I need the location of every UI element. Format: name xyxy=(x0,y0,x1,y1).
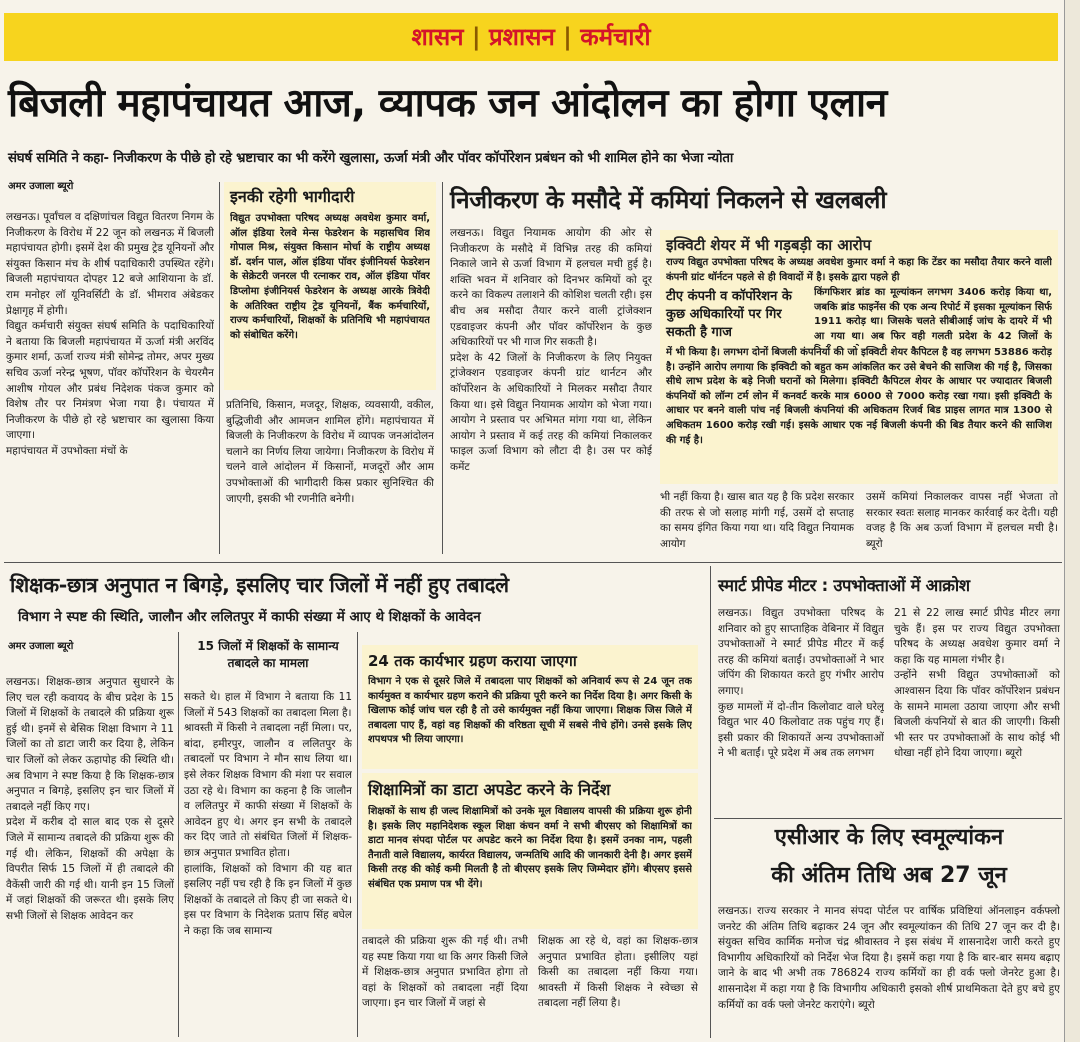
side-headline: टीए कंपनी व कॉर्पोरेशन के कुछ अधिकारियों पर गिर सकती है गाज xyxy=(666,289,792,340)
story3-column4: शिक्षक आ रहे थे, वहां का शिक्षक-छात्र अनुपात प्रभावित होता। इसीलिए यहां किसी का तबादला नहीं किया गया। श्रावस्ती में किसी शिक्षक ने स्वेच्छा से तबादला नहीं लिया है। xyxy=(538,935,698,1010)
story2-headline: निजीकरण के मसौदे में कमियां निकलने से खलबली xyxy=(450,186,887,214)
equity-box xyxy=(660,230,1058,484)
equity-box-text2: किंगफिशर ब्रांड का मूल्यांकन लगभग 3406 करोड़ किया था, जबकि ब्रांड फाइनेंस की एक अन्य रिपोर्ट में इसका मूल्यांकन सिर्फ 1911 करोड़ था। जिसके चलते सीबीआई जांच के दायरे में भी आ गया था। अब फिर वही गलती प्रदेश के 42 जिलों के xyxy=(814,287,1052,342)
main-headline: बिजली महापंचायत आज, व्यापक जन आंदोलन का होगा एलान xyxy=(8,81,887,126)
banner-separator: | xyxy=(563,23,572,51)
story3-column2: सकते थे। हाल में विभाग ने बताया कि 11 जिलों में 543 शिक्षकों का तबादला मिला है। श्रावस्ती में किसी ने तबादला नहीं मिला। पर, बांदा, हमीरपुर, जालौन व ललितपुर के तबादलों पर विभाग ने मौन साध लिया था। इसे लेकर शिक्षक विभाग की मंशा पर सवाल उठा रहे थे। विभाग का कहना है कि जालौन व ललितपुर में काफी संख्या में शिक्षकों के आवेदन हुए थे। अगर इन सभी के तबादले कर दिए जाते तो संबंधित जिलों में शिक्षक-छात्र अनुपात प्रभावित होता। हालांकि, शिक्षकों को विभाग की यह बात इसलिए नहीं पच रही है कि इन जिलों में कुछ शिक्षकों के तबादले तो किए ही जा सकते थे। इस पर विभाग के निदेशक प्रताप सिंह बघेल ने कहा कि जब सामान्य xyxy=(184,691,352,937)
column-divider xyxy=(442,182,443,554)
story2-column4: उसमें कमियां निकालकर वापस नहीं भेजता तो सरकार स्वतः सलाह मानकर कार्रवाई कर देती। यही वजह है कि अब ऊर्जा विभाग में हलचल मची है। ब्यूरो xyxy=(866,491,1058,550)
column-divider xyxy=(710,566,711,1038)
story3-column3: तबादले की प्रक्रिया शुरू की गई थी। तभी यह स्पष्ट किया गया था कि अगर किसी जिले में शिक्षक-छात्र अनुपात प्रभावित होगा तो वहां के शिक्षकों को तबादला नहीं दिया जाएगा। इन चार जिलों में जहां से xyxy=(362,935,528,1010)
equity-box-title: इक्विटी शेयर में भी गड़बड़ी का आरोप xyxy=(666,236,872,254)
byline: अमर उजाला ब्यूरो xyxy=(8,181,74,192)
story4-column1: लखनऊ। विद्युत उपभोक्ता परिषद के शनिवार को हुए साप्ताहिक वेबिनार में विद्युत उपभोक्ताओं ने स्मार्ट प्रीपेड मीटर में कई तरह की कमियां बताईं। उपभोक्ताओं ने भार जंपिंग की शिकायत करते हुए गंभीर आरोप लगाए। कुछ मामलों में दो-तीन किलोवाट वाले घरेलू विद्युत भार 40 किलोवाट तक पहुंच गए हैं। इसी प्रकार की शिकायतें अन्य उपभोक्ताओं ने भी बताईं। पूरे प्रदेश में अब तक लगभग xyxy=(718,607,884,760)
story3-headline: शिक्षक-छात्र अनुपात न बिगड़े, इसलिए चार जिलों में नहीं हुए तबादले xyxy=(10,573,509,597)
story3-subhead: विभाग ने स्पष्ट की स्थिति, जालौन और ललितपुर में काफी संख्या में आए थे शिक्षकों के आवेदन xyxy=(18,609,481,625)
story5-headline-line2: की अंतिम तिथि अब 27 जून xyxy=(771,863,1007,888)
story5-body: लखनऊ। राज्य सरकार ने मानव संपदा पोर्टल पर वार्षिक प्रविष्टियां ऑनलाइन वर्कफ्लो जनरेट की अंतिम तिथि बढ़ाकर 24 जून और स्वमूल्यांकन की तिथि 27 जून कर दी है। संयुक्त सचिव कार्मिक मनोज चंद्र श्रीवास्तव ने इस संबंध में शासनादेश जारी करते हुए विभागीय अधिकारियों को निर्देश भेज दिया है। इसमें कहा गया है कि बार-बार समय बढ़ाए जाने के बाद भी अभी तक 786824 राज्य कर्मियों का ही वर्क फ्लो जेनरेट हुआ है। शासनादेश में कहा गया है कि विभागीय अधिकारी इसको शीर्ष प्राथमिकता देते हुए बचे हुए कर्मियों का वर्क फ्लो जेनरेट कराएंगे। ब्यूरो xyxy=(718,905,1060,1011)
joining-box xyxy=(362,645,698,769)
equity-box-text3: में भी किया है। लगभग दोनों बिजली कंपनियों की जो इक्विटी शेयर कैपिटल है वह लगभग 53886 करोड़ है। उन्होंने आरोप लगाया कि इक्विटी को बहुत कम आंकलित कर उसे बेचने की साजिश की गई है, जिसका सीधे लाभ प्रदेश के बड़े निजी घरानों को मिलेगा। इक्विटी कैपिटल शेयर के आधार पर ज्यादातर बिजली कंपनियों को लॉन्ग टर्म लोन में कनवर्ट करके मात्र 6000 से 7000 करोड़ रखा गया। इसी इक्विटी के आधार पर बनने वाली पांच नई बिजली कंपनियां की अधिकतम रिजर्व बिड प्राइस लागत मात्र 1300 से अधिकतम 1600 करोड़ रखी गई। इसके आधार एक नई बिजली कंपनी की बिड तैयार करने की साजिश की गई है। xyxy=(666,347,1052,446)
story1-column2: प्रतिनिधि, किसान, मजदूर, शिक्षक, व्यवसायी, वकील, बुद्धिजीवी और आमजन शामिल होंगे। महापंचायत में बिजली के निजीकरण के विरोध में व्यापक जनआंदोलन चलाने का निर्णय लिया जायेगा। निजीकरण के विरोध में चलने वाले आंदोलन में किसानों, मजदूरों और आम उपभोक्ताओं की भागीदारी किस प्रकार सुनिश्चित की जाएगी, इसकी भी रणनीति बनेगी। xyxy=(226,399,434,505)
banner-separator: | xyxy=(471,23,481,51)
story2-column1: लखनऊ। विद्युत नियामक आयोग की ओर से निजीकरण के मसौदे में विभिन्न तरह की कमियां निकाले जाने से ऊर्जा विभाग में हलचल मची हुई है। शक्ति भवन में शनिवार को दिनभर कमियों को दूर करने का विकल्प तलाशने की कोशिश चलती रही। इस बीच अब मसौदा तैयार करने वाली ट्रांजेक्शन एडवाइजर कंपनी और पॉवर कॉर्पोरेशन के कुछ अधिकारियों पर भी गाज गिर सकती है। प्रदेश के 42 जिलों के निजीकरण के लिए नियुक्त ट्रांजेक्शन एडवाइजर कंपनी ग्रांट थार्नटन और कॉर्पोरेशन के अधिकारियों ने मिलकर मसौदा तैयार किया था। इसे विद्युत नियामक आयोग को भेजा गया। आयोग ने प्रस्ताव पर अभिमत मांगा गया था, लेकिन आयोग ने प्रस्ताव में कई तरह की कमियां निकालकर फाइल ऊर्जा विभाग को लौटा दी है। उस पर कोई कमेंट xyxy=(450,227,652,473)
banner-part1: शासन xyxy=(411,23,464,51)
story4-column2: 21 से 22 लाख स्मार्ट प्रीपेड मीटर लगा चुके हैं। इस पर राज्य विद्युत उपभोक्ता परिषद के अध्यक्ष अवधेश कुमार वर्मा ने कहा कि यह मामला गंभीर है। उन्होंने सभी विद्युत उपभोक्ताओं को आश्वासन दिया कि पॉवर कॉर्पोरेशन प्रबंधन के सामने मामला उठाया जाएगा और सभी बिजली कंपनियों से बात की जाएगी। किसी भी स्तर पर उपभोक्ताओं के साथ कोई भी धोखा नहीं होने दिया जाएगा। ब्यूरो xyxy=(894,607,1060,760)
equity-box-text1: राज्य विद्युत उपभोक्ता परिषद के अध्यक्ष अवधेश कुमार वर्मा ने कहा कि टेंडर का मसौदा तैयार करने वाली कंपनी ग्रांट थॉर्नटन पहले से ही विवादों में है। इसके द्वारा पहले ही xyxy=(666,257,1052,283)
participants-box-text: विद्युत उपभोक्ता परिषद अध्यक्ष अवधेश कुमार वर्मा, ऑल इंडिया रेलवे मेन्स फेडरेशन के महासचिव शिव गोपाल मिश्र, संयुक्त किसान मोर्चा के राष्ट्रीय अध्यक्ष डॉ. दर्शन पाल, ऑल इंडिया पॉवर इंजीनियर्स फेडरेशन के सेक्रेटरी जनरल पी रत्नाकर राव, ऑल इंडिया पॉवर डिप्लोमा इंजीनियर्स फेडरेशन के अध्यक्ष आरके त्रिवेदी के अतिरिक्त राष्ट्रीय ट्रेड यूनियनों, बैंक कर्मचारियों, राज्य कर्मचारियों, शिक्षकों के प्रतिनिधि भी महापंचायत को संबोधित करेंगे। xyxy=(230,213,430,341)
story2-column3: भी नहीं किया है। खास बात यह है कि प्रदेश सरकार की तरफ से जो सलाह मांगी गई, उसमें दो सप्ताह का समय इंगित किया गया था। यदि विद्युत नियामक आयोग xyxy=(660,491,854,550)
column-divider xyxy=(357,632,358,1037)
participants-box xyxy=(224,182,436,390)
section-banner xyxy=(4,13,1058,61)
horizontal-divider xyxy=(4,562,1062,563)
column-divider xyxy=(219,182,220,554)
story3-column1: लखनऊ। शिक्षक-छात्र अनुपात सुधारने के लिए चल रही कवायद के बीच प्रदेश के 15 जिलों में शिक्षकों के तबादले की प्रक्रिया शुरू हुई थी। इनमें से बेसिक शिक्षा विभाग ने 11 जिलों का तो डाटा जारी कर दिया है, लेकिन चार जिलों को लेकर ऊहापोह की स्थिति थी। अब विभाग ने स्पष्ट किया है कि शिक्षक-छात्र अनुपात न बिगड़े, इसलिए इन चार जिलों में तबादले नहीं किए गए। प्रदेश में करीब दो साल बाद एक से दूसरे जिले में सामान्य तबादले की प्रक्रिया शुरू की गई थी। लेकिन, शिक्षकों की अपेक्षा के विपरीत सिर्फ 15 जिलों में ही तबादले की वैकेंसी जारी की गई थी। यानी इन 15 जिलों में जहां शिक्षकों की जरूरत थी। इसके लिए सभी जिलों से शिक्षक आवेदन कर xyxy=(6,676,174,922)
main-subhead: संघर्ष समिति ने कहा- निजीकरण के पीछे हो रहे भ्रष्टाचार का भी करेंगे खुलासा, ऊर्जा मंत्री और पॉवर कॉर्पोरेशन प्रबंधन को भी शामिल होने का भेजा न्योता xyxy=(8,151,734,166)
banner-part3: कर्मचारी xyxy=(580,23,651,51)
banner-part2: प्रशासन xyxy=(489,23,555,51)
column-divider xyxy=(178,632,179,1037)
shikshamitra-box xyxy=(362,773,698,929)
participants-box-title: इनकी रहेगी भागीदारी xyxy=(230,187,355,206)
byline: अमर उजाला ब्यूरो xyxy=(8,641,74,652)
shikshamitra-box-text: शिक्षकों के साथ ही जल्द शिक्षामित्रों को उनके मूल विद्यालय वापसी की प्रक्रिया शुरू होनी है। इसके लिए महानिदेशक स्कूल शिक्षा कंचन वर्मा ने सभी बीएसए को शिक्षामित्रों का डाटा मानव संपदा पोर्टल पर अपडेट करने का निर्देश दिया है। इसमें उनका नाम, पहली तैनाती वाले विद्यालय, कार्यरत विद्यालय, जन्मतिथि आदि की जानकारी देनी है। अगर इसमें किसी तरह की कोई कमी मिलती है तो बीएसए इसके लिए जिम्मेदार होंगे। बीएसए इससे संबंधित एक प्रमाण पत्र भी देंगे। xyxy=(368,806,692,890)
transfers-box-title: 15 जिलों में शिक्षकों के सामान्य तबादले का मामला xyxy=(197,639,339,670)
story5-headline-line1: एसीआर के लिए स्वमूल्यांकन xyxy=(774,825,1004,850)
story1-column1: लखनऊ। पूर्वांचल व दक्षिणांचल विद्युत वितरण निगम के निजीकरण के विरोध में 22 जून को लखनऊ में बिजली महापंचायत होगी। इसमें देश की प्रमुख ट्रेड यूनियनों और संयुक्त किसान मंच के शीर्ष पदाधिकारी उपस्थित रहेंगे। बिजली महापंचायत दोपहर 12 बजे आशियाना के डॉ. राम मनोहर लॉ यूनिवर्सिटी के डॉ. भीमराव अंबेडकर प्रेक्षागृह में होगी। विद्युत कर्मचारी संयुक्त संघर्ष समिति के पदाधिकारियों ने बताया कि बिजली महापंचायत में ऊर्जा मंत्री अरविंद कुमार शर्मा, ऊर्जा राज्य मंत्री सोमेन्द्र तोमर, अपर मुख्य सचिव ऊर्जा नरेन्द्र भूषण, पॉवर कॉर्पोरेशन के चेयरमैन आशीष गोयल और प्रबंध निदेशक पंकज कुमार को विशेष तौर पर निमंत्रण भेजा गया है। पंचायत में निजीकरण के पीछे हो रहे भ्रष्टाचार का खुलासा किया जाएगा। महापंचायत में उपभोक्ता मंचों के xyxy=(6,211,214,457)
joining-box-text: विभाग ने एक से दूसरे जिले में तबादला पाए शिक्षकों को अनिवार्य रूप से 24 जून तक कार्यमुक्त व कार्यभार ग्रहण कराने की प्रक्रिया पूरी करने का निर्देश दिया है। अगर किसी के खिलाफ कोई जांच चल रही है तो उसे कार्यमुक्त नहीं किया जाएगा। शिक्षक जिस जिले में तबादला पाए हैं, वहां वह शिक्षकों की वरिष्ठता सूची में सबसे नीचे होंगे। उनसे इसके लिए शपथपत्र भी लिया जाएगा। xyxy=(368,676,692,746)
right-edge-clipped-column xyxy=(1064,0,1080,1042)
story4-headline: स्मार्ट प्रीपेड मीटर : उपभोक्ताओं में आक्रोश xyxy=(718,576,970,595)
shikshamitra-box-title: शिक्षामित्रों का डाटा अपडेट करने के निर्देश xyxy=(368,780,611,799)
joining-box-title: 24 तक कार्यभार ग्रहण कराया जाएगा xyxy=(368,652,577,670)
